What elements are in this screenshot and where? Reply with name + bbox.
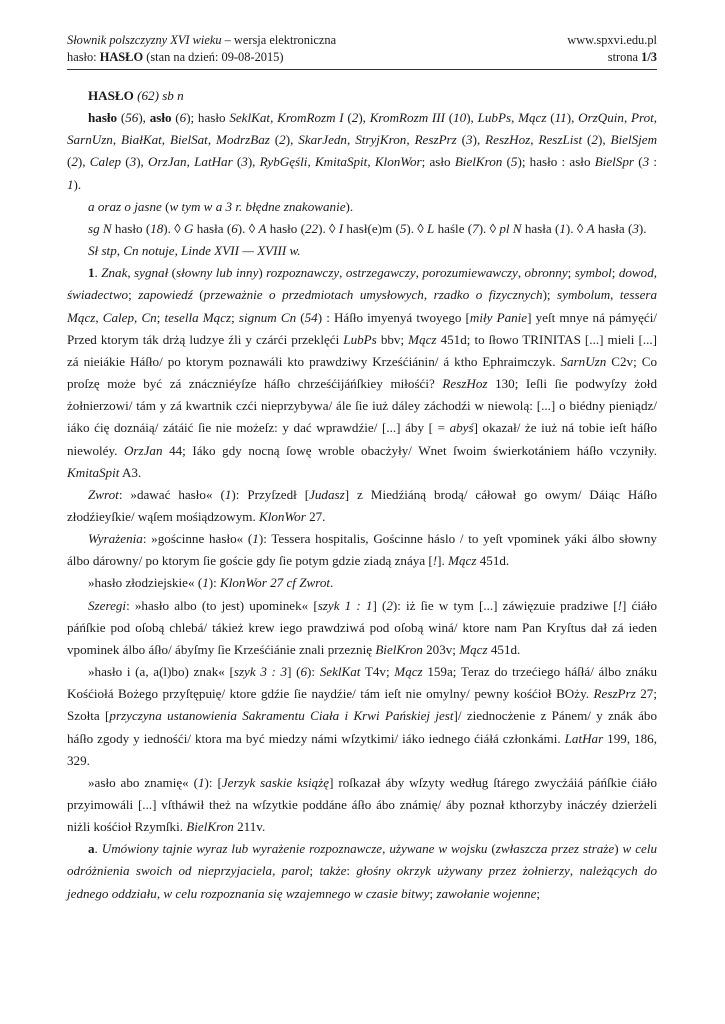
header-row-2 [67,49,657,66]
site-url[interactable]: www.spxvi.edu.pl [567,33,657,47]
header-row-1 [67,32,657,49]
entry-body [67,84,657,905]
paragraph-szereg-znamie: »asło abo znamię« (1): [Jerzyk saskie książę] roſkazał áby wſzyty według ſtárego zwycżáiá páńſkie ćiáło przyimowáli [...] vſtháwił theż na wſzytkie poddáne áſło ábo známię/ áby poznał kthorzyby ináczéy dzierżeli niżli kośćioł Rzymſki. BielKron 211v. [67,774,658,835]
paragraph-wyrazenia: Wyrażenia: »gościnne hasło« (1): Tessera hospitalis, Gościnne háslo / to yeſt vpominek yáki álbo słowny álbo dárowny/ po ktorym ſie goście gdy ſie potym gdzie ziadą znáya [!]. Mącz 451d. [67,531,657,569]
page-number: strona 1/3 [607,50,657,64]
paragraph-orthography: a oraz o jasne (w tym w a 3 r. błędne znakowanie). [88,198,354,214]
page-header [67,32,657,66]
paragraph-zlodziejskie: »hasło złodziejskie« (1): KlonWor 27 cf Zwrot. [88,575,334,591]
header-divider [67,69,657,70]
dictionary-title: Słownik polszczyzny XVI wieku – wersja elektroniczna [67,33,337,47]
paragraph-sources: Sł stp, Cn notuje, Linde XVII — XVIII w. [88,243,301,259]
paragraph-inflection: sg N hasło (18). ◊ G hasła (6). ◊ A hasło (22). ◊ I hasł(e)m (5). ◊ L haśle (7). ◊ pl N hasła (1). ◊ A hasła (3). [88,220,647,236]
entry-info: hasło: HASŁO (stan na dzień: 09-08-2015) [67,50,284,64]
entry-headword-line: HASŁO (62) sb n [88,88,184,103]
paragraph-zwrot-1: Zwrot: »dawać hasło« (1): Przyſzedł [Judasz] z Miedźiáną brodą/ cáłował go owym/ Dáiąc Háſło złodźieyſkie/ wąſem mośiądzowym. KlonWor 27. [67,486,657,524]
paragraph-meaning-1a: a. Umówiony tajnie wyraz lub wyrażenie rozpoznawcze, używane w wojsku (zwłaszcza przez straże) w celu odróżnienia swoich od nieprzyjaciela, parol; także: głośny okrzyk używany przez żołnierzy, należących do jednego oddziału, w celu rozpoznania się wzajemnego w czasie bitwy; zawołanie wojenne; [67,841,658,901]
paragraph-meaning-1: 1. Znak, sygnał (słowny lub inny) rozpoznawczy, ostrzegawczy, porozumiewawczy, obronny; symbol; dowod, świadectwo; zapowiedź (przeważnie o przedmiotach umysłowych, rzadko o fizycznych); symbolum, tessera Mącz, Calep, Cn; tesella Mącz; signum Cn (54) : Háſło imyenyá twoyego [miły Panie] yeſt mnye ná pámyęći/ Przed ktorym ták drżą ludzye źli y czárći przeklęći LubPs bbv; Mącz 451d; to ſłowo TRINITAS [...] mieli [...] zá nieiákie Háſło/ po ktorym poznawáli kto prawdziwy Krześćiánin/ á ktho Ephraimczyk. SarnUzn C2v; Co proſzę może być zá znáczniéyſze háſło chrześćijáńſkiey miłośći? ReszHoz 130; Ieſli ſie podwyſzy żołd żołnierzowi/ tám y zá kwartnik czći nieprzybywa/ ále ſie iuż dáley záchodźi w niewolą: [...] o biédny pieniądz/ iáko ćię doznáią/ zátáić ſie nie możeſz: y dać wprawdźie/ [...] áby [ = abyś] okazał/ że iuż ná tobie ieſt háſło niewoléy. OrzJan 44; Iáko gdy nocną ſowę wroble obacżyły/ Wnet ſwoim świerkotániem háſło vczyniły. KmitaSpit A3. [67,265,658,480]
paragraph-forms: hasło (56), asło (6); hasło SeklKat, KromRozm I (2), KromRozm III (10), LubPs, Mącz (11), OrzQuin, Prot, SarnUzn, BiałKat, BielSat, ModrzBaz (2), SkarJedn, StryjKron, ReszPrz (3), ReszHoz, ReszList (2), BielSjem (2), Calep (3), OrzJan, LatHar (3), RybGęśli, KmitaSpit, KlonWor; asło BielKron (5); hasło : asło BielSpr (3 : 1). [67,110,658,192]
paragraph-szeregi: Szeregi: »hasło albo (to jest) upominek« [szyk 1 : 1] (2): iż ſie w tym [...] záwięzuie pradziwe [!] ćiáło páńſkie pod oſobą chlebá/ tákież krew iego prawdziwá pod oſobą winá/ ktore nam Pan Kryſtus dał zá ieden vpominek álbo áſło/ ábyſmy ſie Krześćiánie znali przeznię BielKron 203v; Mącz 451d. [67,597,657,657]
paragraph-szereg-znak: »hasło i (a, a(l)bo) znak« [szyk 3 : 3] (6): SeklKat T4v; Mącz 159a; Teraz do trzećiego háſłá/ álbo znáku Kośćiołá Bożego przyſtępuię/ ktore gdźie ſie naydźie/ tám ieſt nie omylny/ pewny kośćioł BOży. ReszPrz 27; Szołta [przyczyna ustanowienia Sakramentu Ciała i Krwi Pańskiej jest]/ ziednocżenie z Pánem/ y znák ábo háſło zgody y iednośći/ ktora ma być miedzy námi wſzytkimi/ iáko iednego ćiáłá członkámi. LatHar 199, 186, 329. [67,664,657,768]
